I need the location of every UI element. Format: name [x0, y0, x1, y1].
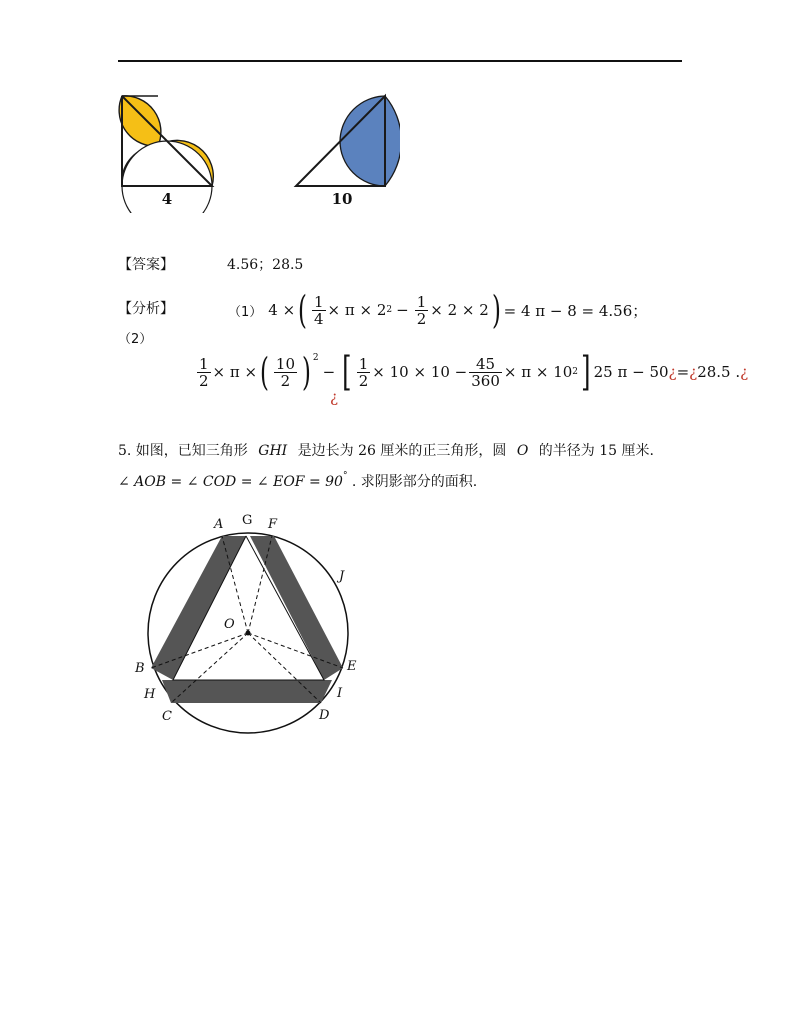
label-H: H	[144, 687, 156, 702]
right-side-label: 10	[331, 190, 353, 208]
label-I: I	[337, 686, 343, 701]
part2-rbracket: ]	[581, 349, 591, 395]
part1-label: （1）	[228, 304, 263, 320]
part1-t2: × π × 2	[327, 301, 387, 319]
analysis-part2	[195, 350, 748, 394]
header-rule	[118, 60, 682, 62]
right-blue-lens-full	[340, 96, 400, 186]
part2-frac3: $\frac{1}{2}$	[358, 354, 369, 390]
part2-q4: ¿	[330, 388, 339, 406]
figure-circle-triangle	[130, 505, 370, 745]
p5-l1-c: 是边长为 26 厘米的正三角形，圆	[297, 443, 507, 459]
part1-frac2: $\frac{1}{2}$	[416, 292, 427, 328]
part2-rparen: )	[301, 350, 311, 394]
left-side-label: 4	[161, 190, 173, 208]
shade-left-strip	[151, 536, 246, 680]
part2-label: （2）	[118, 332, 153, 347]
label-J: J	[339, 569, 345, 584]
part2-t7: 28.5 .	[697, 363, 741, 381]
part2-t2: −	[322, 363, 336, 381]
part1-exp: 2	[386, 305, 393, 315]
label-F: F	[268, 517, 278, 532]
part2-t4: × π × 10	[503, 363, 573, 381]
part1-t4: × 2 × 2	[430, 301, 489, 319]
right-triangle-figure	[296, 96, 400, 186]
part1-rparen: )	[491, 288, 501, 332]
part2-lbracket: [	[342, 349, 352, 395]
label-O: O	[224, 617, 235, 632]
figure-semicircles	[110, 88, 400, 213]
part2-frac4: $\frac{45}{360}$	[471, 354, 500, 390]
analysis-tag: 【分析】	[118, 301, 174, 317]
part2-t5: 25 π − 50	[593, 363, 669, 381]
part2-frac2: $\frac{10}{2}$	[275, 354, 295, 390]
analysis-part1	[228, 290, 647, 330]
problem5-line2	[118, 472, 477, 489]
p5-l1-b: GHI	[258, 443, 288, 459]
part2-frac1: $\frac{1}{2}$	[199, 354, 209, 390]
center-dot	[246, 631, 251, 636]
p5-l1-a: 5. 如图，已知三角形	[118, 443, 248, 459]
label-D: D	[319, 708, 330, 723]
answer-value: 4.56；28.5	[227, 257, 304, 273]
answer-tag: 【答案】	[118, 257, 174, 273]
p5-l2-a: ∠ AOB = ∠ COD = ∠ EOF = 90	[118, 474, 343, 490]
label-A: A	[214, 517, 224, 532]
p5-l2-deg: °	[342, 471, 348, 481]
part2-t1: × π ×	[212, 363, 258, 381]
part2-t3: × 10 × 10 −	[372, 363, 468, 381]
problem5-line1	[118, 444, 654, 458]
part2-lparen: (	[260, 350, 269, 394]
left-upper-yellow-lens	[119, 96, 161, 146]
part1-t1: 4 ×	[268, 301, 296, 319]
part2-exp2: 2	[572, 367, 579, 377]
part2-q1: ¿	[668, 363, 677, 381]
label-B: B	[135, 661, 145, 676]
p5-l1-d: O	[516, 443, 529, 459]
part2-q2: ¿	[689, 363, 698, 381]
label-G: G	[242, 513, 253, 528]
p5-l2-b: . 求阴影部分的面积.	[351, 474, 478, 490]
part1-frac1: $\frac{1}{4}$	[314, 292, 324, 328]
part2-q3: ¿	[740, 363, 749, 381]
part2-t6: =	[676, 363, 690, 381]
label-C: C	[162, 709, 172, 724]
shade-bottom-strip	[162, 680, 332, 703]
label-E: E	[347, 659, 357, 674]
part2-exp1: 2	[312, 353, 319, 363]
part1-t5: = 4 π − 8 = 4.56；	[503, 301, 648, 320]
p5-l1-e: 的半径为 15 厘米.	[538, 443, 654, 459]
part1-t3: −	[396, 301, 409, 319]
shade-right-strip	[250, 536, 343, 680]
part1-lparen: (	[298, 288, 308, 332]
